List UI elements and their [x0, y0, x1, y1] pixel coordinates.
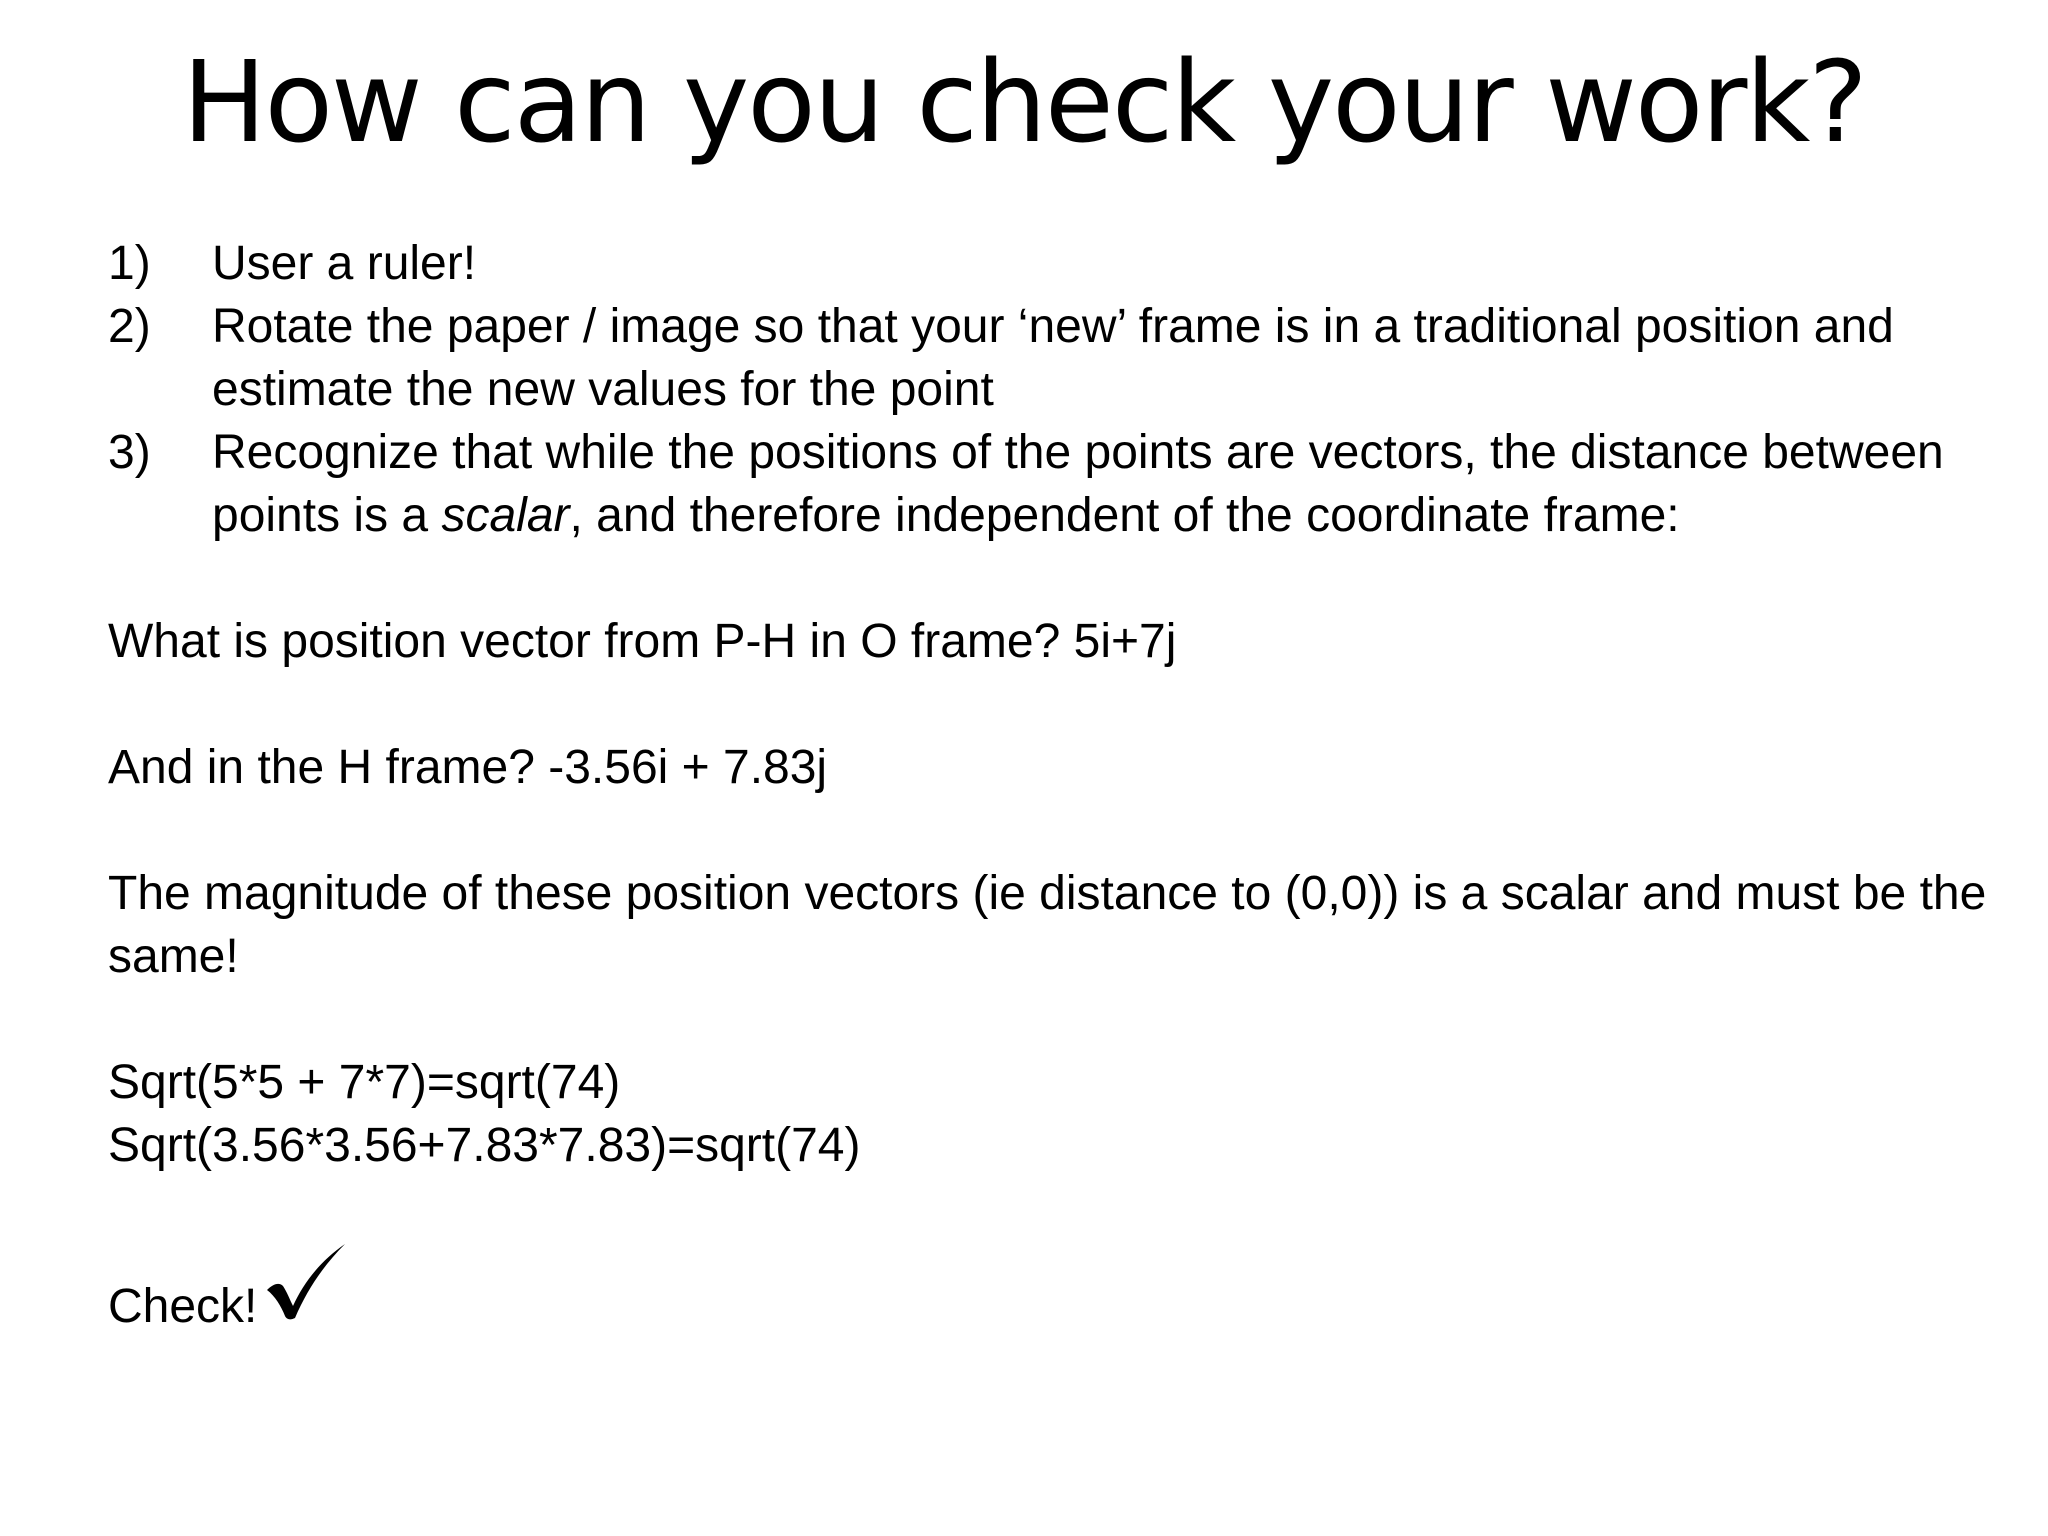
spacer [108, 673, 1988, 736]
spacer [108, 547, 1988, 610]
list-text-part: Recognize that while the positions of the points are vectors, the distance between points is a [212, 426, 1944, 542]
slide-title: How can you check your work? [182, 38, 1866, 168]
list-item [108, 232, 1988, 295]
list-number: 2) [108, 300, 151, 353]
list-text [212, 421, 1988, 547]
spacer [108, 799, 1988, 862]
checkmark-icon [263, 1240, 349, 1322]
magnitude-statement: The magnitude of these position vectors (ie distance to (0,0)) is a scalar and must be the same! [108, 867, 1987, 983]
o-frame-question: What is position vector from P-H in O frame? 5i+7j [108, 615, 1177, 668]
spacer [108, 988, 1988, 1051]
list-number: 3) [108, 426, 151, 479]
list-text: User a ruler! [212, 237, 477, 290]
list-text-part: , and therefore independent of the coordinate frame: [569, 489, 1680, 542]
check-label: Check! [108, 1280, 258, 1333]
check-row [108, 1240, 1988, 1338]
equation-1: Sqrt(5*5 + 7*7)=sqrt(74) [108, 1056, 621, 1109]
list-number: 1) [108, 237, 151, 290]
list-item [108, 421, 1988, 547]
spacer [108, 1177, 1988, 1240]
h-frame-question: And in the H frame? -3.56i + 7.83j [108, 741, 828, 794]
equation-2: Sqrt(3.56*3.56+7.83*7.83)=sqrt(74) [108, 1119, 861, 1172]
slide-body [108, 232, 1988, 1338]
list-item [108, 295, 1988, 421]
italic-term: scalar [441, 489, 570, 542]
list-text: Rotate the paper / image so that your ‘new’ frame is in a traditional position and estimate the new values for the point [212, 300, 1894, 416]
numbered-list [108, 232, 1988, 547]
